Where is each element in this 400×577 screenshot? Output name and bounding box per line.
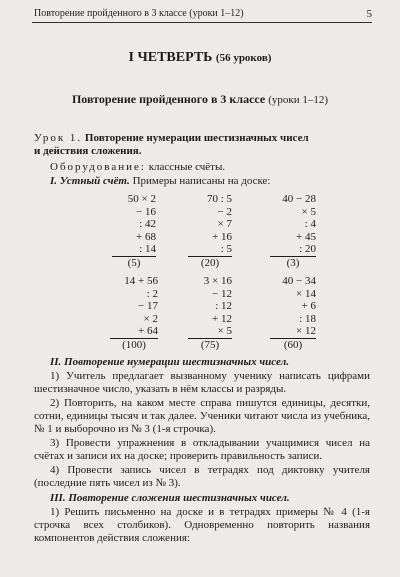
- part3-heading-text: III. Повторение сложения шестизначных чисел.: [50, 492, 290, 504]
- example-line: + 16: [212, 230, 232, 243]
- part2-heading: [34, 356, 370, 369]
- page-number: 5: [366, 8, 372, 20]
- quarter-subtitle: (56 уроков): [215, 52, 272, 64]
- example-line: : 12: [215, 300, 232, 312]
- lesson-label: Урок 1.: [34, 132, 83, 144]
- equipment-label: Оборудование:: [50, 161, 146, 173]
- example-line: + 6: [301, 300, 316, 312]
- header-rule: [32, 22, 372, 23]
- section-title: Повторение пройденного в 3 классе: [71, 92, 266, 106]
- oral-count-line: [34, 175, 370, 188]
- example-answer: (3): [286, 256, 300, 269]
- example-line: : 2: [146, 287, 158, 300]
- example-chain: [188, 193, 232, 269]
- example-line: + 64: [110, 325, 158, 339]
- example-line: − 17: [138, 300, 158, 312]
- part2-item-2: 2) Повторить, на каком месте справа пишутся единицы, десятки, сотни, единицы тысяч и так далее. Ученики читают числа из учебника, № 1 и выборочно из № 3 (1-я строчка).: [34, 397, 370, 435]
- example-answer: (20): [200, 256, 220, 269]
- example-chain: [270, 275, 316, 351]
- lesson-topic-line1: Повторение нумерации шестизначных чисел: [84, 132, 309, 144]
- oral-heading: I. Устный счёт.: [50, 175, 130, 187]
- example-line: − 2: [217, 205, 232, 218]
- example-line: : 18: [299, 312, 316, 325]
- running-header: [34, 8, 372, 20]
- example-line: × 5: [188, 325, 232, 339]
- lesson-title: [34, 132, 370, 158]
- example-line: + 45: [296, 230, 316, 243]
- part2-item-4: 4) Провести запись чисел в тетрадях под диктовку учителя (последние пять чисел из № 3).: [34, 464, 370, 489]
- section-heading: [0, 92, 400, 107]
- example-line: × 14: [296, 287, 316, 300]
- example-line: × 2: [143, 312, 158, 325]
- example-answer: (60): [283, 338, 303, 351]
- oral-text: Примеры написаны на доске:: [132, 175, 271, 187]
- part2-item-1: 1) Учитель предлагает вызванному ученику написать цифрами шестизначное число, указать в нём классы и разряды.: [34, 370, 370, 395]
- example-line: 70 : 5: [206, 193, 232, 205]
- example-line: + 68: [136, 230, 156, 243]
- equipment-text: классные счёты.: [148, 161, 226, 173]
- part2-item-3: 3) Провести упражнения в откладывании учащимися чисел на счётах и записи их на доске; проверить правильность записи.: [34, 437, 370, 462]
- example-line: 40 − 28: [282, 193, 316, 205]
- example-line: × 12: [270, 325, 316, 339]
- example-line: − 16: [136, 205, 156, 218]
- running-title: Повторение пройденного в 3 классе (уроки 1–12): [34, 8, 244, 19]
- example-line: × 5: [301, 205, 316, 218]
- example-line: 3 × 16: [203, 275, 232, 287]
- example-answer: (100): [122, 338, 146, 351]
- example-line: × 7: [217, 218, 232, 230]
- example-line: − 12: [212, 287, 232, 300]
- section-subtitle: (уроки 1–12): [268, 94, 329, 106]
- example-line: 14 + 56: [124, 275, 158, 287]
- quarter-heading: [0, 50, 400, 66]
- example-chain: [110, 275, 158, 351]
- example-line: : 14: [112, 243, 156, 257]
- example-chain: [270, 193, 316, 269]
- part3-item-1: 1) Решить письменно на доске и в тетрадях примеры № 4 (1-я строчка всех столбиков). Одновременно повторить названия компонентов действия сложения:: [34, 506, 370, 544]
- quarter-title: I ЧЕТВЕРТЬ: [128, 50, 213, 65]
- part2-heading-text: II. Повторение нумерации шестизначных чисел.: [50, 356, 290, 368]
- example-line: : 42: [139, 218, 156, 230]
- example-line: + 12: [212, 312, 232, 325]
- lesson-topic-line2: и действия сложения.: [34, 145, 142, 157]
- example-line: 50 × 2: [127, 193, 156, 205]
- example-line: : 4: [304, 218, 316, 230]
- example-answer: (5): [127, 256, 141, 269]
- part3-heading: [34, 492, 370, 505]
- example-chain: [188, 275, 232, 351]
- example-line: 40 − 34: [282, 275, 316, 287]
- example-line: : 5: [188, 243, 232, 257]
- example-chain: [112, 193, 156, 269]
- example-line: : 20: [270, 243, 316, 257]
- example-answer: (75): [200, 338, 220, 351]
- equipment-line: [34, 161, 370, 174]
